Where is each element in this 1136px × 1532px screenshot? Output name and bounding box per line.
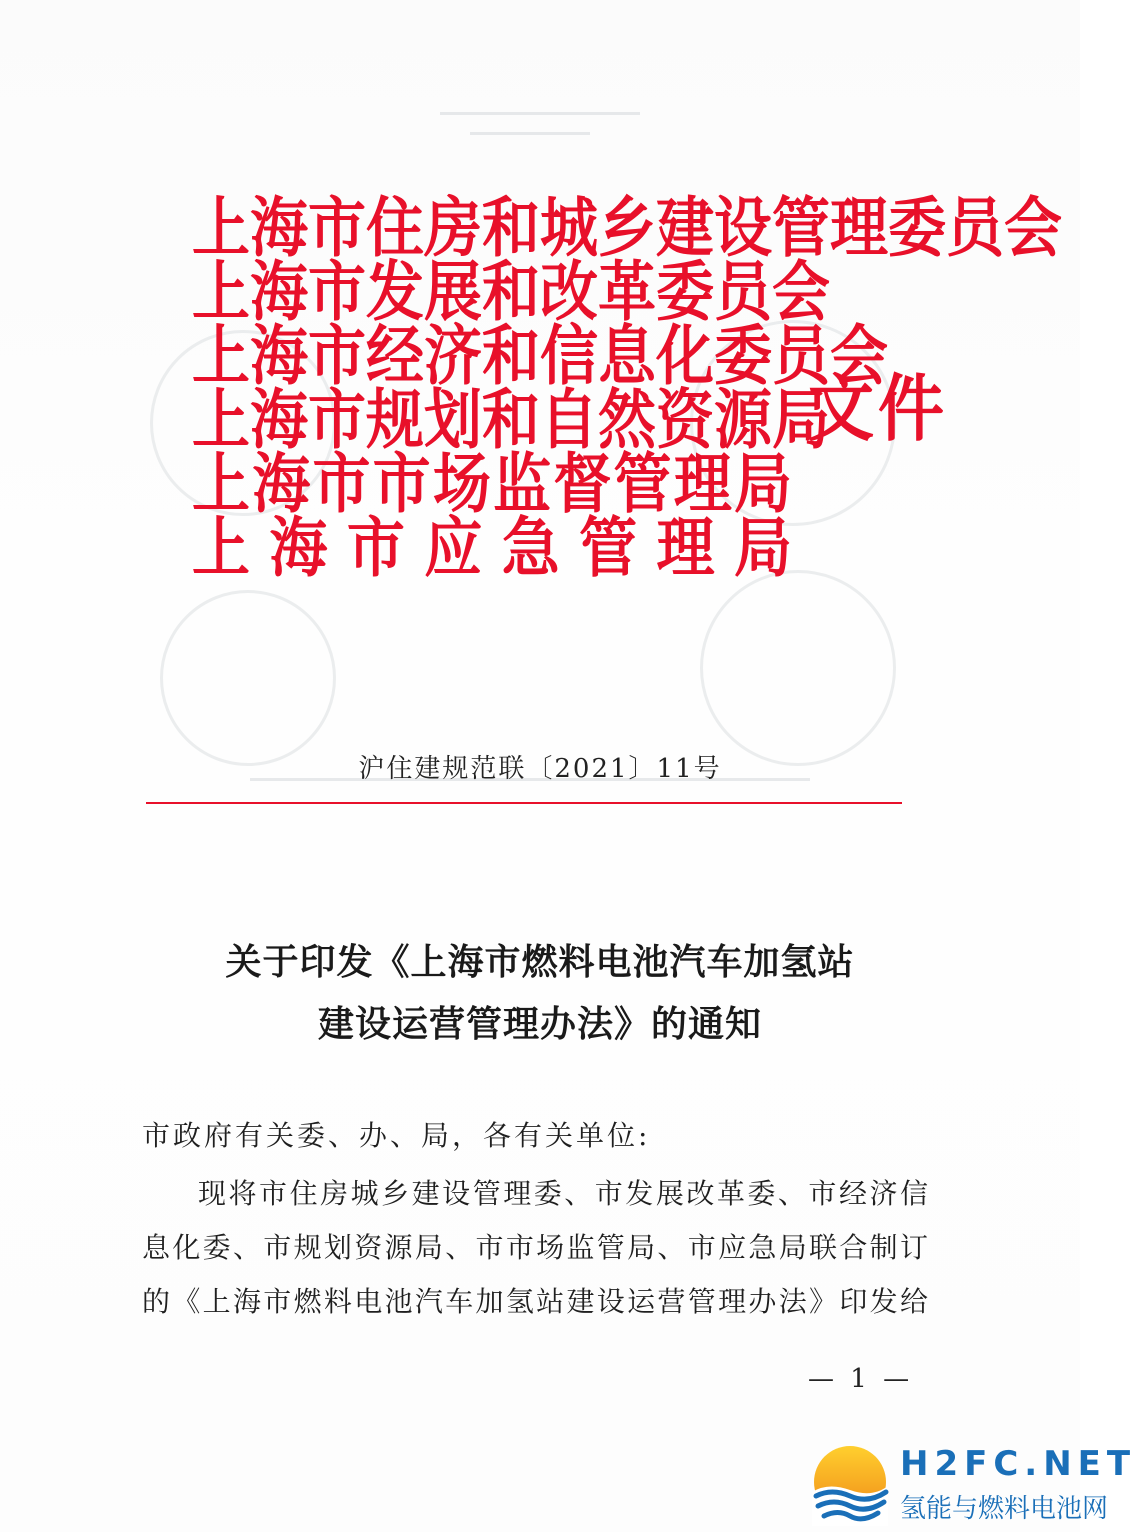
faint-line-ghost [470, 132, 590, 135]
faint-line-ghost [440, 112, 640, 115]
body-paragraph-line: 现将市住房城乡建设管理委、市发展改革委、市经济信 [198, 1177, 928, 1210]
faint-seal-ghost [160, 590, 336, 766]
site-watermark [808, 1440, 1136, 1530]
body-paragraph-line: 的《上海市燃料电池汽车加氢站建设运营管理办法》印发给 [142, 1285, 928, 1318]
authority-line: 上海市经济和信息化委员会 [192, 317, 889, 394]
salutation: 市政府有关委、办、局，各有关单位: [142, 1119, 651, 1152]
body-paragraph-line: 息化委、市规划资源局、市市场监管局、市应急局联合制订 [142, 1231, 928, 1264]
notice-title-line-1: 关于印发《上海市燃料电池汽车加氢站 [225, 941, 855, 983]
authority-line: 上海市应急管理局 [192, 509, 792, 586]
notice-title-line-2: 建设运营管理办法》的通知 [317, 1003, 762, 1045]
faint-seal-ghost [700, 570, 896, 766]
document-label: 文件 [808, 365, 948, 452]
document-number: 沪住建规范联〔2021〕11号 [358, 754, 722, 784]
authority-line: 上海市发展和改革委员会 [192, 253, 831, 330]
watermark-brand: H2FC.NET [900, 1444, 1136, 1484]
red-divider [146, 802, 902, 804]
authority-line: 上海市住房和城乡建设管理委员会 [192, 189, 1063, 266]
page-number: — 1 — [808, 1364, 914, 1394]
authority-line: 上海市市场监督管理局 [192, 445, 792, 522]
authority-line: 上海市规划和自然资源局 [192, 381, 831, 458]
sun-waves-logo-icon [808, 1442, 892, 1526]
watermark-subtitle: 氢能与燃料电池网 [900, 1494, 1109, 1524]
